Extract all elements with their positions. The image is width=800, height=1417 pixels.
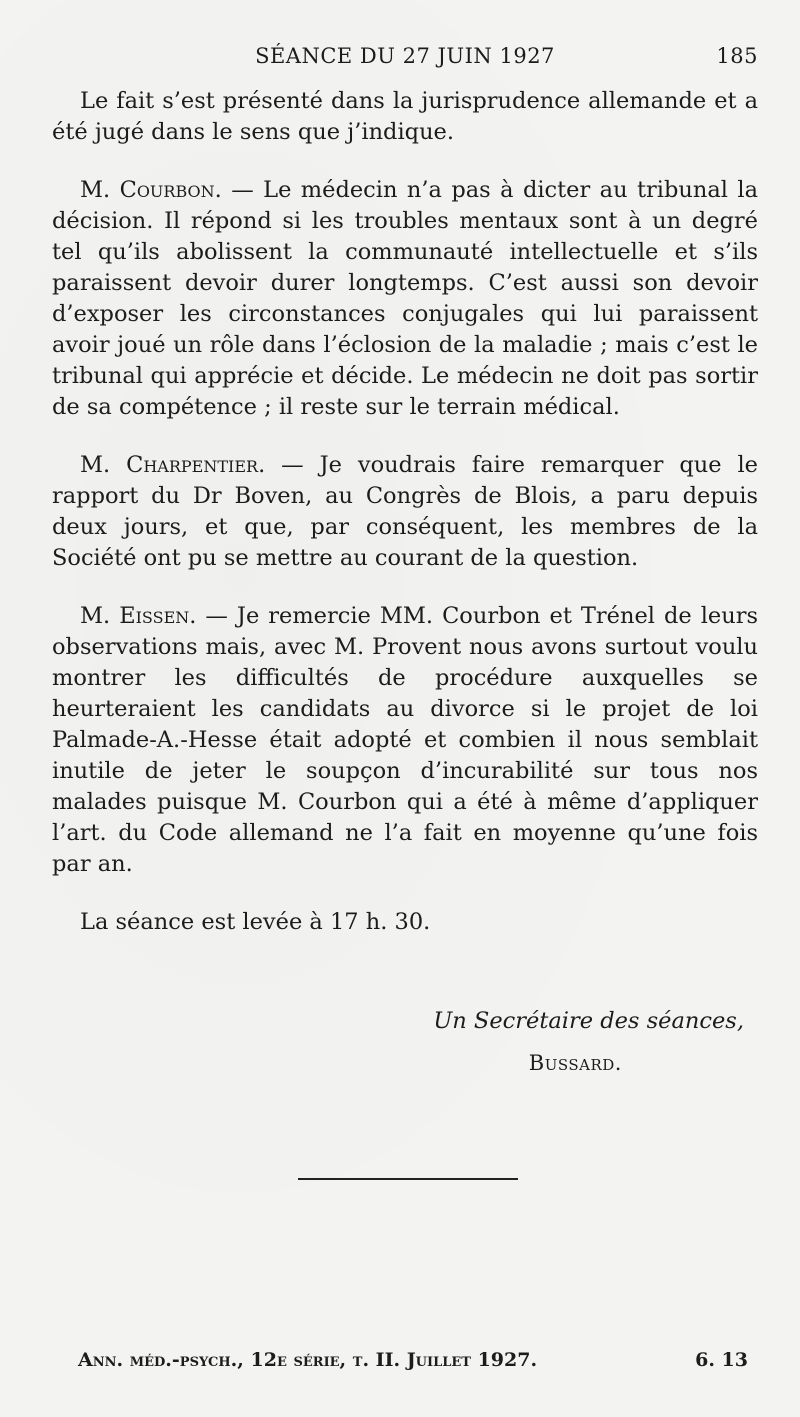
speaker-name: M. Courbon.: [80, 177, 222, 203]
speaker-name: M. Charpentier.: [80, 452, 266, 478]
running-head: [52, 44, 758, 74]
paragraph-continuation: [52, 86, 758, 148]
paragraph-charpentier: [52, 450, 758, 574]
page-number: 185: [716, 44, 758, 68]
body-text: [52, 86, 758, 961]
speaker-name: M. Eissen.: [80, 603, 197, 629]
footer-signature-mark: 6. 13: [695, 1349, 748, 1371]
signature-role: Un Secrétaire des séances,: [433, 1008, 744, 1034]
paragraph-eissen: [52, 601, 758, 880]
paragraph-text: Le fait s’est présenté dans la jurisprudence allemande et a été jugé dans le sens que j’indique.: [52, 88, 758, 145]
page-footer: [78, 1349, 748, 1377]
paragraph-text: — Je remercie MM. Courbon et Trénel de leurs observations mais, avec M. Provent nous avons surtout voulu montrer les difficultés de procédure auxquelles se heurteraient les candidats au divorce si le projet de loi Palmade-A.-Hesse était adopté et combien il nous semblait inutile de jeter le soupçon d’incurabilité sur tous nos malades puisque M. Courbon qui a été à même d’appliquer l’art. du Code allemand ne l’a fait en moyenne qu’une fois par an.: [52, 603, 759, 877]
running-title: SÉANCE DU 27 JUIN 1927: [255, 44, 555, 68]
footer-journal: Ann. méd.-psych., 12e série, t. II. Juillet 1927.: [78, 1349, 538, 1371]
closing-line: La séance est levée à 17 h. 30.: [80, 909, 431, 935]
paragraph-text: — Le médecin n’a pas à dicter au tribunal la décision. Il répond si les troubles mentaux sont à un degré tel qu’ils abolissent la communauté intellectuelle et s’ils paraissent devoir durer longtemps. C’est aussi son devoir d’exposer les circonstances conjugales qui lui paraissent avoir joué un rôle dans l’éclosion de la maladie ; mais c’est le tribunal qui apprécie et décide. Le médecin ne doit pas sortir de sa compétence ; il reste sur le terrain médical.: [52, 177, 758, 420]
paragraph-text: — Je voudrais faire remarquer que le rapport du Dr Boven, au Congrès de Blois, a paru depuis deux jours, et que, par conséquent, les membres de la Société ont pu se mettre au courant de la question.: [52, 452, 758, 571]
signature-name: Bussard.: [528, 1051, 622, 1075]
end-rule: [298, 1178, 518, 1180]
paragraph-courbon: [52, 175, 758, 423]
